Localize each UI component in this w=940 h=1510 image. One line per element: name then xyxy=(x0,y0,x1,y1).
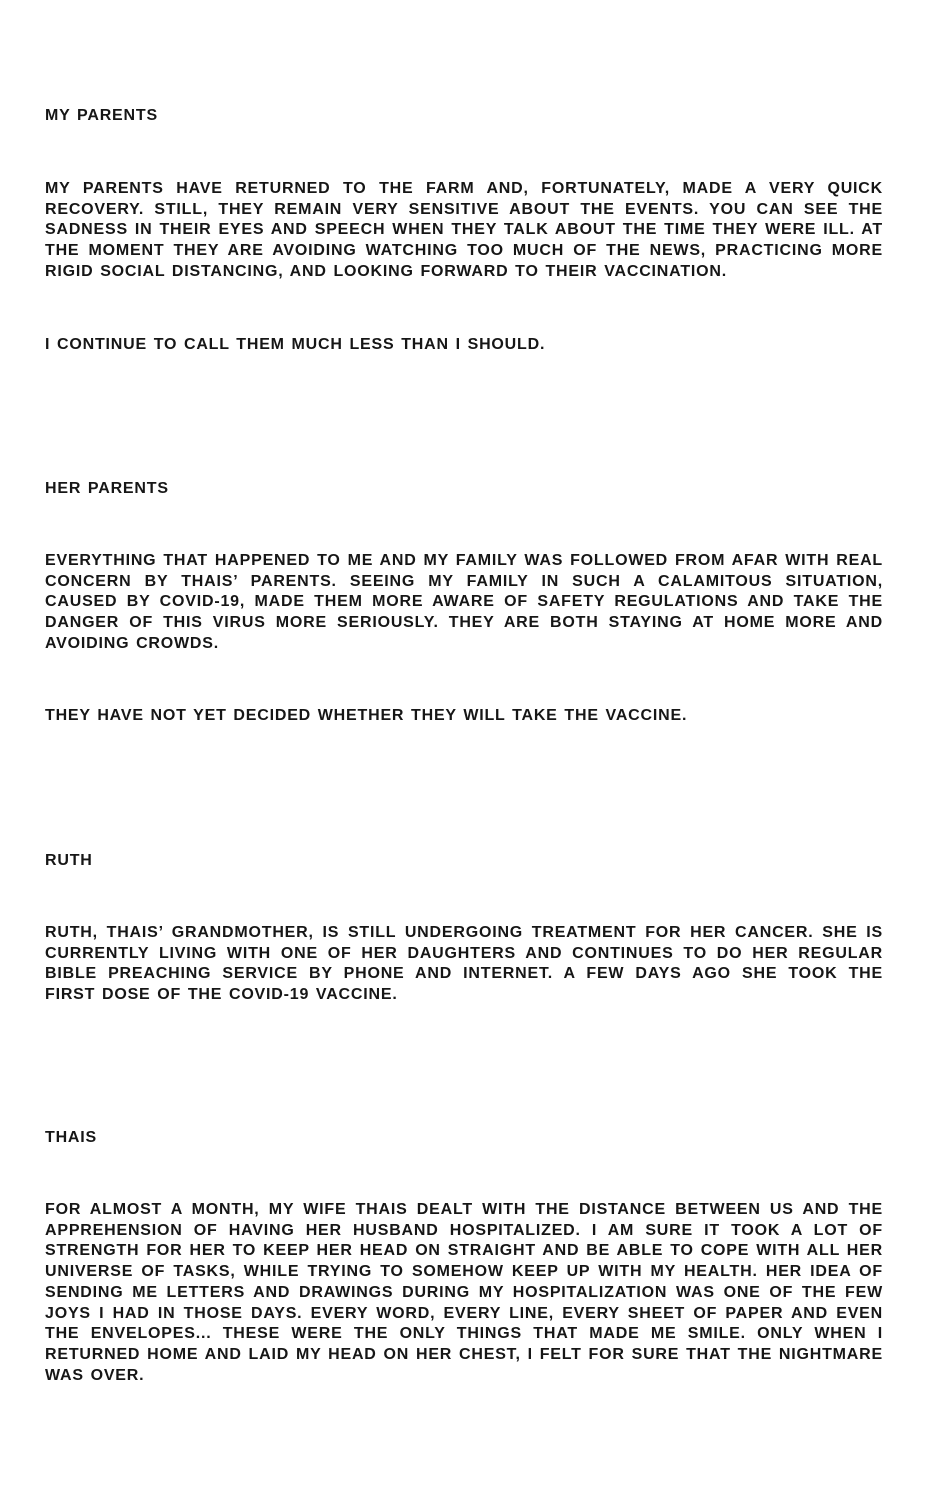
paragraph-ruth-treatment: RUTH, THAIS’ GRANDMOTHER, IS STILL UNDERGOING TREATMENT FOR HER CANCER. SHE IS CURRENTLY LIVING WITH ONE OF HER DAUGHTERS AND CONTINUES TO DO HER REGULAR BIBLE PREACHING SERVICE BY PHONE AND INTERNET. A FEW DAYS AGO SHE TOOK THE FIRST DOSE OF THE COVID-19 VACCINE. xyxy=(45,924,883,1004)
section-heading-her-parents: HER PARENTS xyxy=(45,480,169,497)
paragraph-her-parents-vaccine: THEY HAVE NOT YET DECIDED WHETHER THEY WILL TAKE THE VACCINE. xyxy=(45,707,688,724)
paragraph-thais-letters: FOR ALMOST A MONTH, MY WIFE THAIS DEALT WITH THE DISTANCE BETWEEN US AND THE APPREHENSION OF HAVING HER HUSBAND HOSPITALIZED. I AM SURE IT TOOK A LOT OF STRENGTH FOR HER TO KEEP HER HEAD ON STRAIGHT AND BE ABLE TO COPE WITH ALL HER UNIVERSE OF TASKS, WHILE TRYING TO SOMEHOW KEEP UP WITH MY HEALTH. HER IDEA OF SENDING ME LETTERS AND DRAWINGS DURING MY HOSPITALIZATION WAS ONE OF THE FEW JOYS I HAD IN THOSE DAYS. EVERY WORD, EVERY LINE, EVERY SHEET OF PAPER AND EVEN THE ENVELOPES... THESE WERE THE ONLY THINGS THAT MADE ME SMILE. ONLY WHEN I RETURNED HOME AND LAID MY HEAD ON HER CHEST, I FELT FOR SURE THAT THE NIGHTMARE WAS OVER. xyxy=(45,1201,883,1384)
section-heading-my-parents: MY PARENTS xyxy=(45,107,158,124)
section-heading-thais: THAIS xyxy=(45,1129,97,1146)
section-heading-ruth: RUTH xyxy=(45,852,93,869)
paragraph-her-parents-concern: EVERYTHING THAT HAPPENED TO ME AND MY FAMILY WAS FOLLOWED FROM AFAR WITH REAL CONCERN BY THAIS’ PARENTS. SEEING MY FAMILY IN SUCH A CALAMITOUS SITUATION, CAUSED BY COVID-19, MADE THEM MORE AWARE OF SAFETY REGULATIONS AND TAKE THE DANGER OF THIS VIRUS MORE SERIOUSLY. THEY ARE BOTH STAYING AT HOME MORE AND AVOIDING CROWDS. xyxy=(45,552,883,652)
paragraph-my-parents-call: I CONTINUE TO CALL THEM MUCH LESS THAN I SHOULD. xyxy=(45,336,546,353)
paragraph-my-parents-recovery: MY PARENTS HAVE RETURNED TO THE FARM AND, FORTUNATELY, MADE A VERY QUICK RECOVERY. STILL, THEY REMAIN VERY SENSITIVE ABOUT THE EVENTS. YOU CAN SEE THE SADNESS IN THEIR EYES AND SPEECH WHEN THEY TALK ABOUT THE TIME THEY WERE ILL. AT THE MOMENT THEY ARE AVOIDING WATCHING TOO MUCH OF THE NEWS, PRACTICING MORE RIGID SOCIAL DISTANCING, AND LOOKING FORWARD TO THEIR VACCINATION. xyxy=(45,180,883,280)
